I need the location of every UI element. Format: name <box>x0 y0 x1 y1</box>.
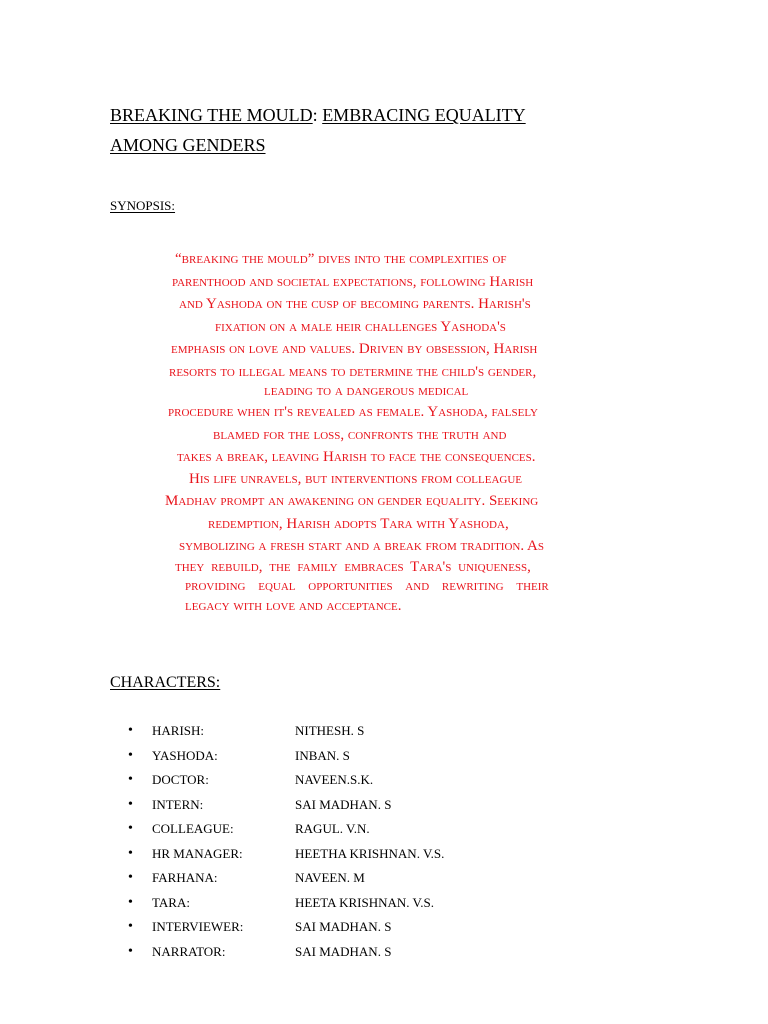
synopsis-line: and Yashoda on the cusp of becoming parents. Harish's <box>179 296 531 312</box>
synopsis-line: blamed for the loss, confronts the truth and <box>213 427 507 443</box>
bullet: • <box>128 747 133 763</box>
title-colon: : <box>312 105 318 125</box>
character-role: INTERVIEWER: <box>152 919 244 934</box>
character-actor: HEETHA KRISHNAN. V.S. <box>295 845 445 861</box>
title-part-1: BREAKING THE MOULD <box>110 105 313 125</box>
synopsis-line: symbolizing a fresh start and a break from tradition. As <box>179 538 544 554</box>
character-role: FARHANA: <box>152 870 218 885</box>
synopsis-line: legacy with love and acceptance. <box>185 598 402 614</box>
bullet: • <box>128 845 133 861</box>
character-role: DOCTOR: <box>152 772 209 787</box>
synopsis-line: redemption, Harish adopts Tara with Yashoda, <box>208 516 509 532</box>
character-role: HARISH: <box>152 723 205 738</box>
synopsis-line: resorts to illegal means to determine the child's gender, <box>169 364 537 380</box>
title-part-2: EMBRACING EQUALITY <box>322 105 526 125</box>
character-role: NARRATOR: <box>152 943 226 959</box>
synopsis-line: leading to a dangerous medical <box>264 383 469 399</box>
synopsis-line: His life unravels, but interventions from colleague <box>189 471 522 487</box>
character-actor: HEETA KRISHNAN. V.S. <box>295 894 434 910</box>
synopsis-line: they rebuild, the family embraces Tara's uniqueness, <box>175 559 531 575</box>
character-actor: RAGUL. V.N. <box>295 821 370 836</box>
synopsis-line: providing equal opportunities and rewriting their <box>185 578 549 594</box>
character-role: HR MANAGER: <box>152 845 243 861</box>
synopsis-line: takes a break, leaving Harish to face the consequences. <box>177 449 536 465</box>
synopsis-line: Madhav prompt an awakening on gender equality. Seeking <box>165 493 539 509</box>
characters-heading: CHARACTERS: <box>110 674 221 691</box>
bullet: • <box>128 723 133 738</box>
character-role: COLLEAGUE: <box>152 821 234 836</box>
synopsis-line: procedure when it's revealed as female. Yashoda, falsely <box>168 404 538 420</box>
character-actor: SAI MADHAN. S <box>295 796 392 812</box>
bullet: • <box>128 919 133 934</box>
synopsis-heading: SYNOPSIS: <box>110 198 176 213</box>
synopsis-line: fixation on a male heir challenges Yashoda's <box>215 319 506 335</box>
bullet: • <box>128 943 133 959</box>
title-part-3: AMONG GENDERS <box>110 135 266 155</box>
character-actor: SAI MADHAN. S <box>295 943 392 959</box>
character-actor: NITHESH. S <box>295 723 365 738</box>
character-role: YASHODA: <box>152 747 218 763</box>
bullet: • <box>128 821 133 836</box>
synopsis-line: parenthood and societal expectations, following Harish <box>172 274 534 290</box>
character-role: INTERN: <box>152 796 204 812</box>
character-actor: SAI MADHAN. S <box>295 919 392 934</box>
bullet: • <box>128 772 133 787</box>
character-role: TARA: <box>152 894 190 910</box>
character-actor: NAVEEN. M <box>295 870 365 885</box>
character-actor: INBAN. S <box>295 747 350 763</box>
bullet: • <box>128 870 133 885</box>
synopsis-line: emphasis on love and values. Driven by obsession, Harish <box>171 341 538 357</box>
character-actor: NAVEEN.S.K. <box>295 772 374 787</box>
bullet: • <box>128 796 133 812</box>
synopsis-line: “breaking the mould” dives into the complexities of <box>175 251 507 267</box>
document-title <box>110 100 590 160</box>
bullet: • <box>128 894 133 910</box>
